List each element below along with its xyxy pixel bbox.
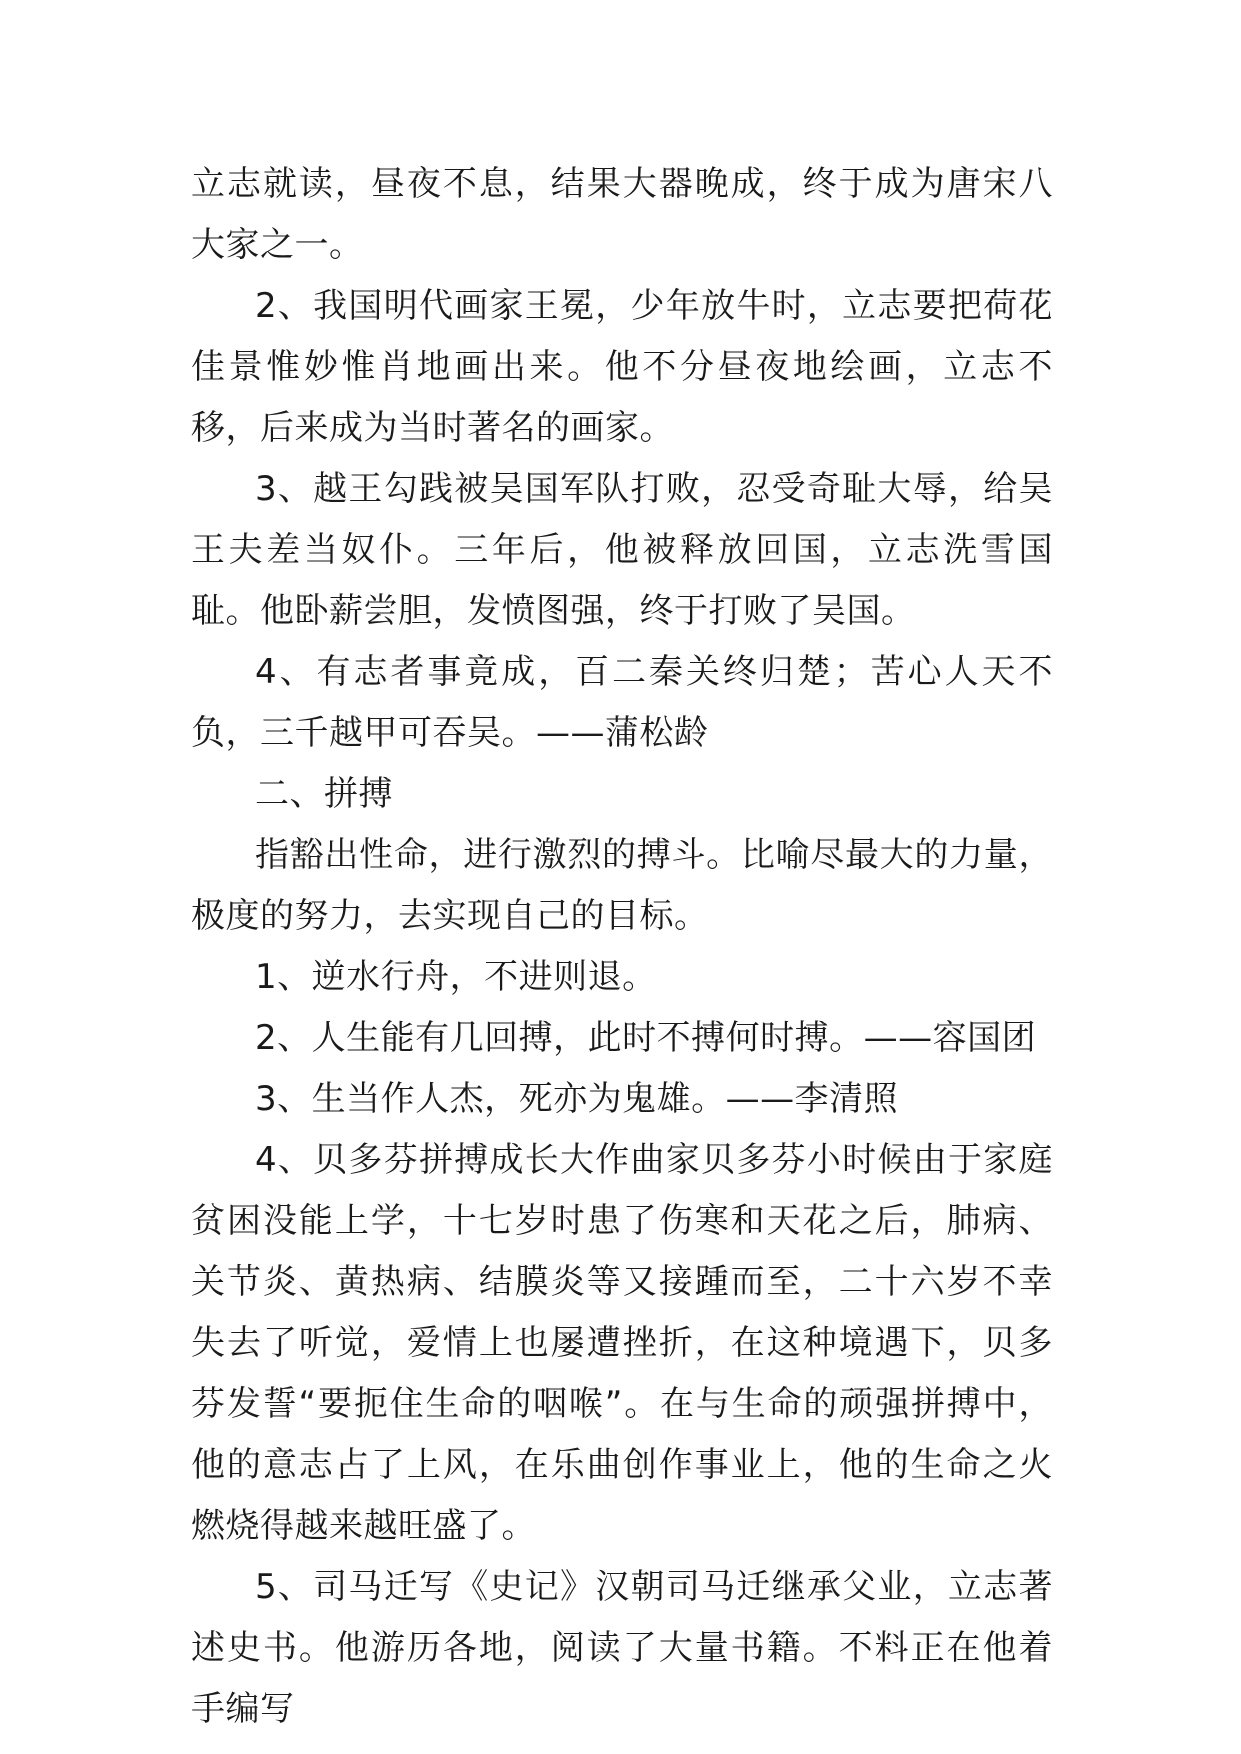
paragraph-item-2: 2、人生能有几回搏，此时不搏何时搏。——容国团	[255, 1018, 1037, 1058]
paragraph-item-1: 1、逆水行舟，不进则退。	[255, 957, 657, 997]
paragraph-gou-jian: 3、越王勾践被吴国军队打败，忍受奇耻大辱，给吴王夫差当奴仆。三年后，他被释放回国，立志洗雪国耻。他卧薪尝胆，发愤图强，终于打败了吴国。	[191, 469, 1053, 631]
paragraph-item-3: 3、生当作人杰，死亦为鬼雄。——李清照	[255, 1079, 899, 1119]
paragraph-continuation: 立志就读，昼夜不息，结果大器晚成，终于成为唐宋八大家之一。	[191, 164, 1053, 265]
paragraph-wang-mian: 2、我国明代画家王冕，少年放牛时，立志要把荷花佳景惟妙惟肖地画出来。他不分昼夜地绘画，立志不移，后来成为当时著名的画家。	[191, 286, 1053, 448]
paragraph-beethoven: 4、贝多芬拼搏成长大作曲家贝多芬小时候由于家庭贫困没能上学，十七岁时患了伤寒和天花之后，肺病、关节炎、黄热病、结膜炎等又接踵而至，二十六岁不幸失去了听觉，爱情上也屡遭挫折，在这种境遇下，贝多芬发誓“要扼住生命的咽喉”。在与生命的顽强拼搏中，他的意志占了上风，在乐曲创作事业上，他的生命之火燃烧得越来越旺盛了。	[191, 1140, 1053, 1546]
paragraph-definition: 指豁出性命，进行激烈的搏斗。比喻尽最大的力量，极度的努力，去实现自己的目标。	[191, 835, 1053, 936]
paragraph-sima-qian: 5、司马迁写《史记》汉朝司马迁继承父业，立志著述史书。他游历各地，阅读了大量书籍。不料正在他着手编写	[191, 1567, 1053, 1729]
document-body	[191, 154, 1053, 1740]
paragraph-pu-songling-quote: 4、有志者事竟成，百二秦关终归楚；苦心人天不负，三千越甲可吞吴。——蒲松龄	[191, 652, 1053, 753]
section-heading-pinbo: 二、拼搏	[255, 774, 393, 814]
